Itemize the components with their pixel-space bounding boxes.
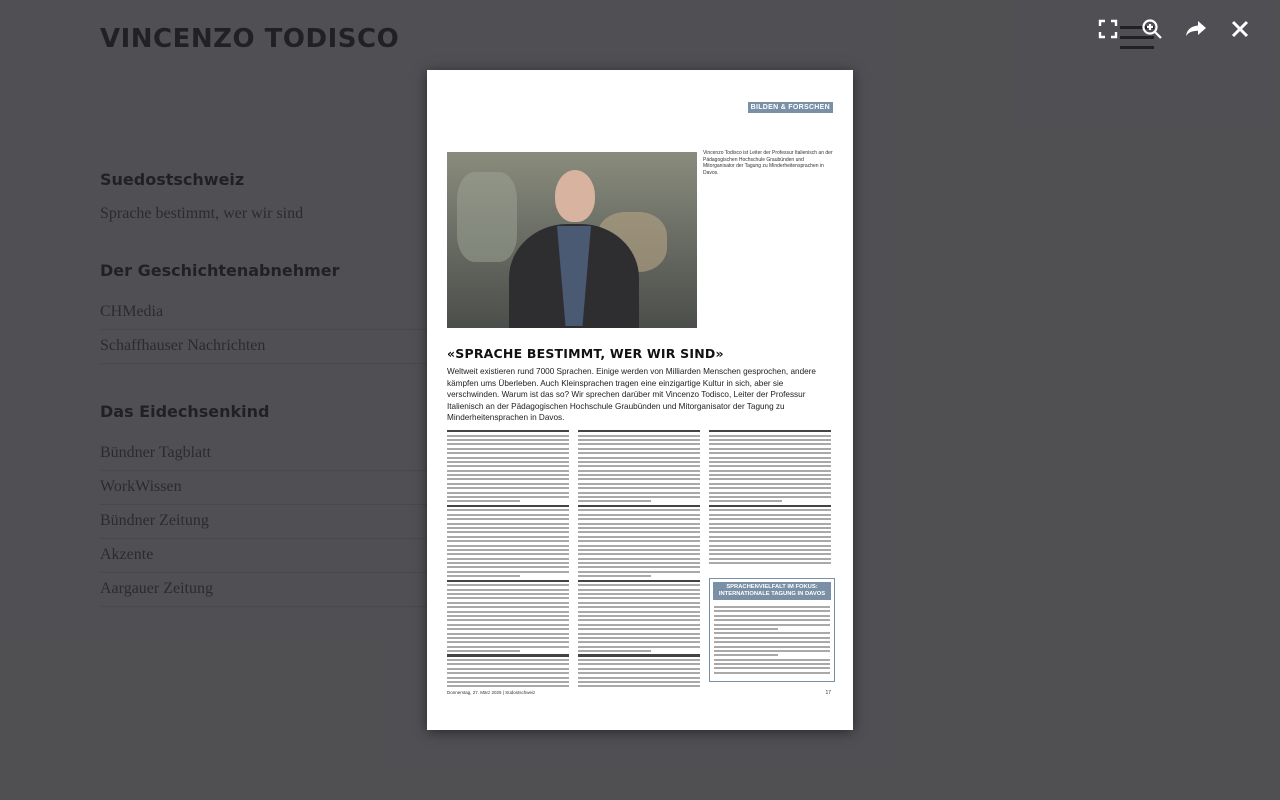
article-headline: «SPRACHE BESTIMMT, WER WIR SIND» xyxy=(447,346,724,361)
text-column xyxy=(709,430,831,570)
lightbox-toolbar xyxy=(1086,14,1262,44)
zoom-in-icon[interactable] xyxy=(1130,14,1174,44)
info-box xyxy=(709,578,835,682)
text-column xyxy=(447,430,569,690)
text-column xyxy=(578,430,700,690)
photo-caption: Vincenzo Todisco ist Leiter der Professur Italienisch an der Pädagogischen Hochschule Graubünden und Mitorganisator der Tagung zu Minderheitensprachen in Davos. xyxy=(703,150,833,176)
portrait-photo xyxy=(447,152,697,328)
rubric-label: BILDEN & FORSCHEN xyxy=(748,102,833,113)
info-box-title: SPRACHENVIELFALT IM FOKUS: INTERNATIONALE TAGUNG IN DAVOS xyxy=(713,582,831,600)
page-footer: Donnerstag, 27. März 2025 | Südostschweiz xyxy=(447,690,536,695)
newspaper-page-image[interactable] xyxy=(427,70,853,730)
close-icon[interactable] xyxy=(1218,14,1262,44)
share-icon[interactable] xyxy=(1174,14,1218,44)
article-lead: Weltweit existieren rund 7000 Sprachen. Einige werden von Milliarden Menschen gesprochen, andere kämpfen ums Überleben. Auch Kleinsprachen tragen eine einzigartige Kultur in sich, aber sie verschwinden. Warum ist das so? Wir sprechen darüber mit Vincenzo Todisco, Leiter der Professur Italienisch an der Pädagogischen Hochschule Graubünden und Mitorganisator der Tagung zu Minderheitensprachen in Davos. xyxy=(447,367,816,422)
page-number: 17 xyxy=(825,690,831,696)
fullscreen-icon[interactable] xyxy=(1086,14,1130,44)
